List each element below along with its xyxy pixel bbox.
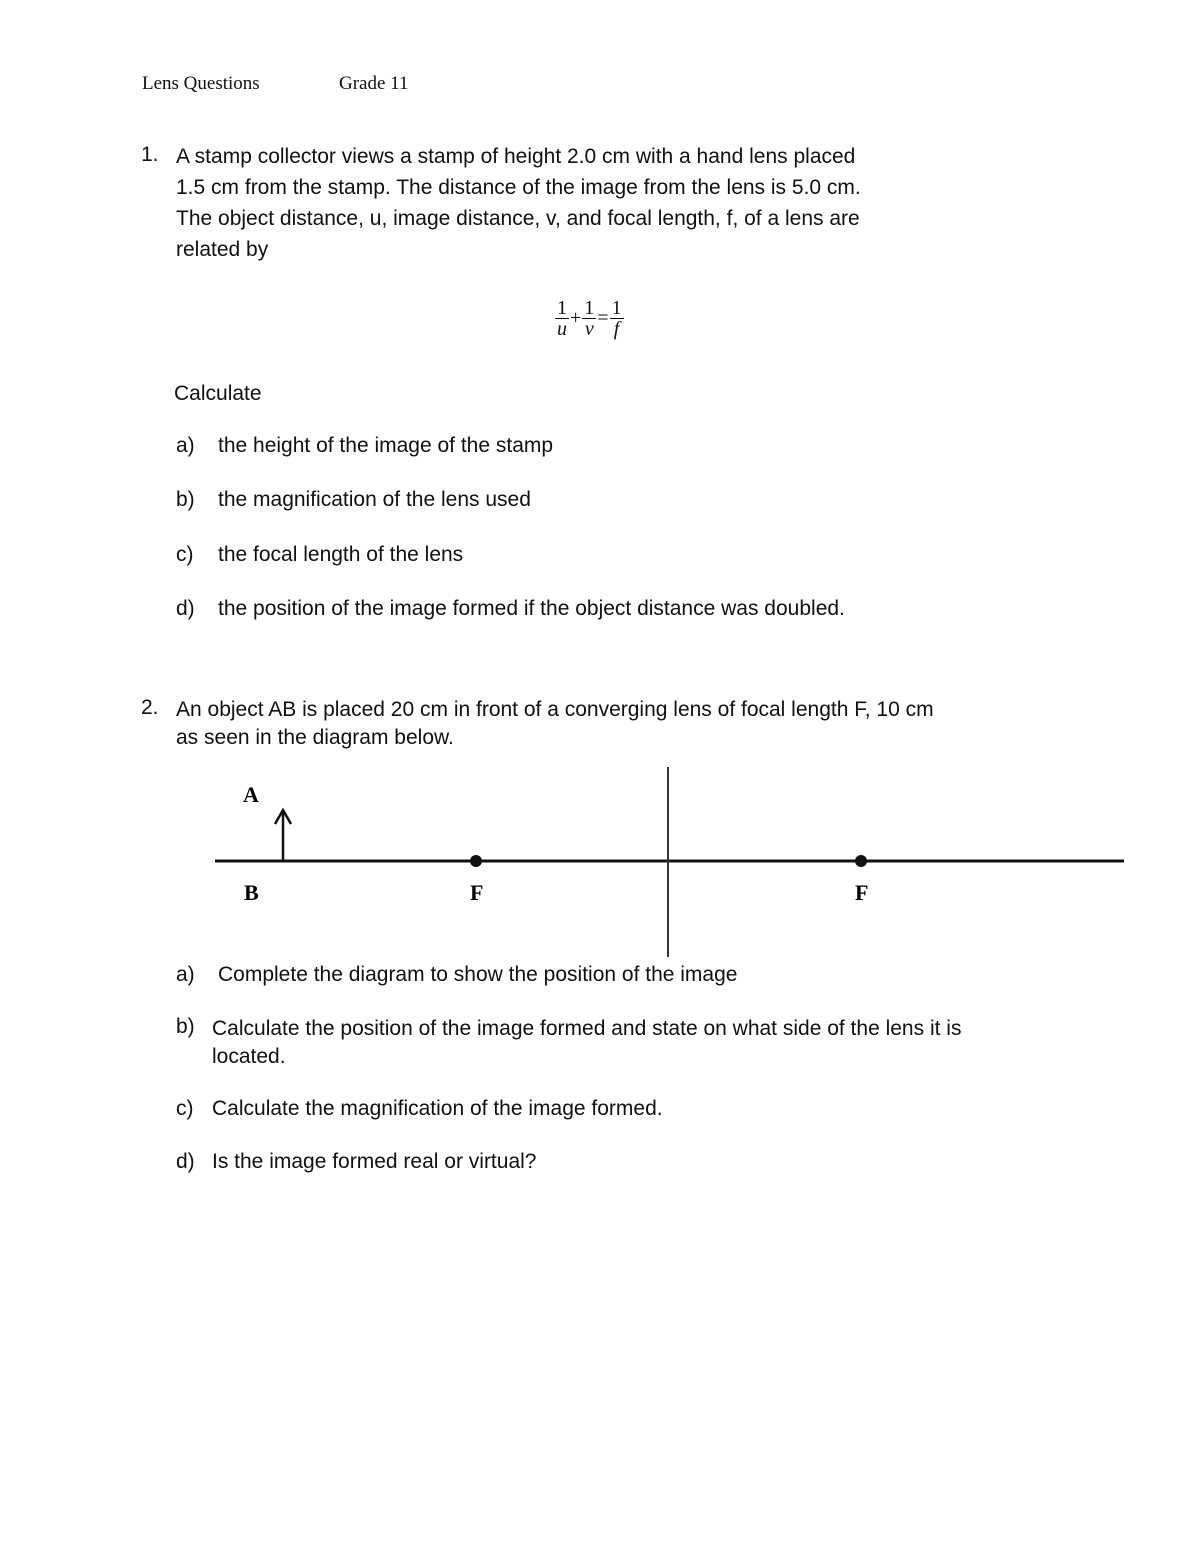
q2-part-label: c) (176, 1097, 194, 1120)
question-1-number: 1. (141, 143, 159, 166)
label-b: B (244, 880, 259, 905)
plus-sign: + (570, 307, 582, 329)
focal-point-right (855, 855, 867, 867)
question-1-line: A stamp collector views a stamp of height 2.0 cm with a hand lens placed (176, 145, 856, 168)
denominator: v (584, 318, 594, 340)
q1-part-label: d) (176, 597, 195, 620)
q2-part-text (212, 1015, 961, 1071)
q1-part-label: c) (176, 543, 194, 566)
numerator: 1 (584, 297, 595, 319)
question-1-line: The object distance, u, image distance, v, and focal length, f, of a lens are (176, 207, 860, 230)
question-2-line: An object AB is placed 20 cm in front of a converging lens of focal length F, 10 cm (176, 698, 934, 721)
question-2-number: 2. (141, 696, 159, 719)
q2-part-text: Complete the diagram to show the position of the image (218, 963, 738, 986)
denominator: u (557, 318, 567, 340)
q2-part-text: Calculate the magnification of the image formed. (212, 1097, 663, 1120)
denominator: f (613, 318, 620, 340)
q1-part-text: the magnification of the lens used (218, 488, 531, 511)
q1-part-label: b) (176, 488, 195, 511)
numerator: 1 (557, 297, 567, 319)
q2-part-text: Is the image formed real or virtual? (212, 1150, 537, 1173)
question-1-line: related by (176, 238, 269, 261)
label-f-right: F (855, 880, 869, 905)
equals-sign: = (597, 307, 609, 329)
label-f-left: F (470, 880, 484, 905)
q2-part-label: b) (176, 1015, 195, 1038)
q1-part-label: a) (176, 434, 195, 457)
question-1-line: 1.5 cm from the stamp. The distance of the image from the lens is 5.0 cm. (176, 176, 861, 199)
q1-part-text: the focal length of the lens (218, 543, 464, 566)
q2-part-line: located. (212, 1045, 286, 1068)
calculate-label: Calculate (174, 382, 262, 405)
q2-part-label: d) (176, 1150, 195, 1173)
label-a: A (243, 782, 259, 807)
q2-part-line: Calculate the position of the image formed and state on what side of the lens it is (212, 1017, 962, 1040)
q1-part-text: the height of the image of the stamp (218, 434, 554, 457)
focal-point-left (470, 855, 482, 867)
grade-label: Grade 11 (339, 73, 409, 94)
q1-part-text: the position of the image formed if the object distance was doubled. (218, 597, 845, 620)
q2-part-label: a) (176, 963, 195, 986)
worksheet-title: Lens Questions (142, 73, 260, 94)
question-2-line: as seen in the diagram below. (176, 726, 454, 749)
numerator: 1 (611, 297, 622, 319)
